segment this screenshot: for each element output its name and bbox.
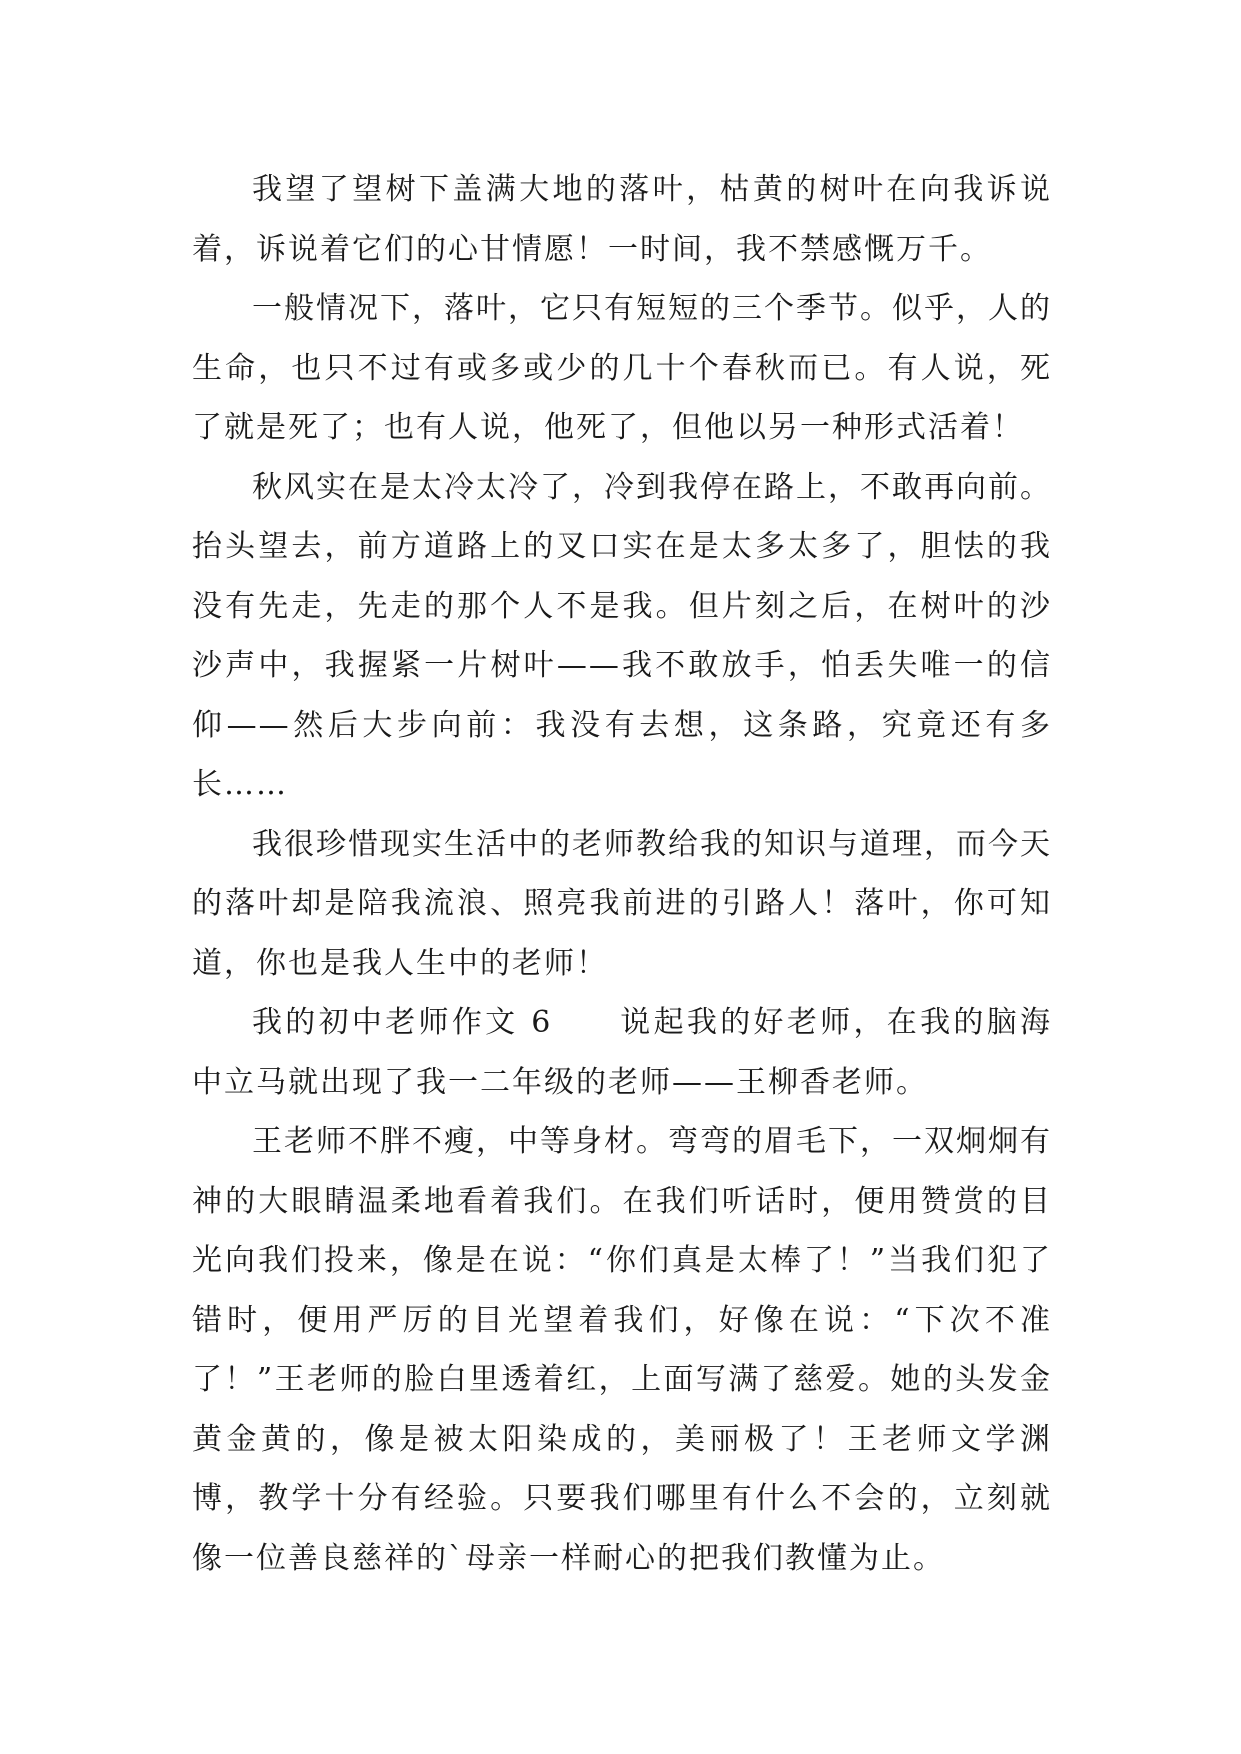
paragraph-4: 我很珍惜现实生活中的老师教给我的知识与道理，而今天的落叶却是陪我流浪、照亮我前进的引路人！落叶，你可知道，你也是我人生中的老师！ <box>192 826 1052 981</box>
paragraph-3: 秋风实在是太冷太冷了，冷到我停在路上，不敢再向前。抬头望去，前方道路上的叉口实在是太多太多了，胆怯的我没有先走，先走的那个人不是我。但片刻之后，在树叶的沙沙声中，我握紧一片树叶——我不敢放手，怕丢失唯一的信仰——然后大步向前：我没有去想，这条路，究竟还有多长…… <box>192 469 1052 802</box>
document-body <box>192 160 1052 1588</box>
paragraph-1: 我望了望树下盖满大地的落叶，枯黄的树叶在向我诉说着，诉说着它们的心甘情愿！一时间，我不禁感慨万千。 <box>192 172 1052 267</box>
paragraph-2: 一般情况下，落叶，它只有短短的三个季节。似乎，人的生命，也只不过有或多或少的几十个春秋而已。有人说，死了就是死了；也有人说，他死了，但他以另一种形式活着！ <box>192 291 1052 445</box>
paragraph-6: 王老师不胖不瘦，中等身材。弯弯的眉毛下，一双炯炯有神的大眼睛温柔地看着我们。在我们听话时，便用赞赏的目光向我们投来，像是在说：“你们真是太棒了！”当我们犯了错时，便用严厉的目光望着我们，好像在说：“下次不准了！”王老师的脸白里透着红，上面写满了慈爱。她的头发金黄金黄的，像是被太阳染成的，美丽极了！王老师文学渊博，教学十分有经验。只要我们哪里有什么不会的，立刻就像一位善良慈祥的`母亲一样耐心的把我们教懂为止。 <box>192 1124 1052 1576</box>
paragraph-5: 我的初中老师作文 6 说起我的好老师，在我的脑海中立马就出现了我一二年级的老师——王柳香老师。 <box>192 1005 1052 1100</box>
